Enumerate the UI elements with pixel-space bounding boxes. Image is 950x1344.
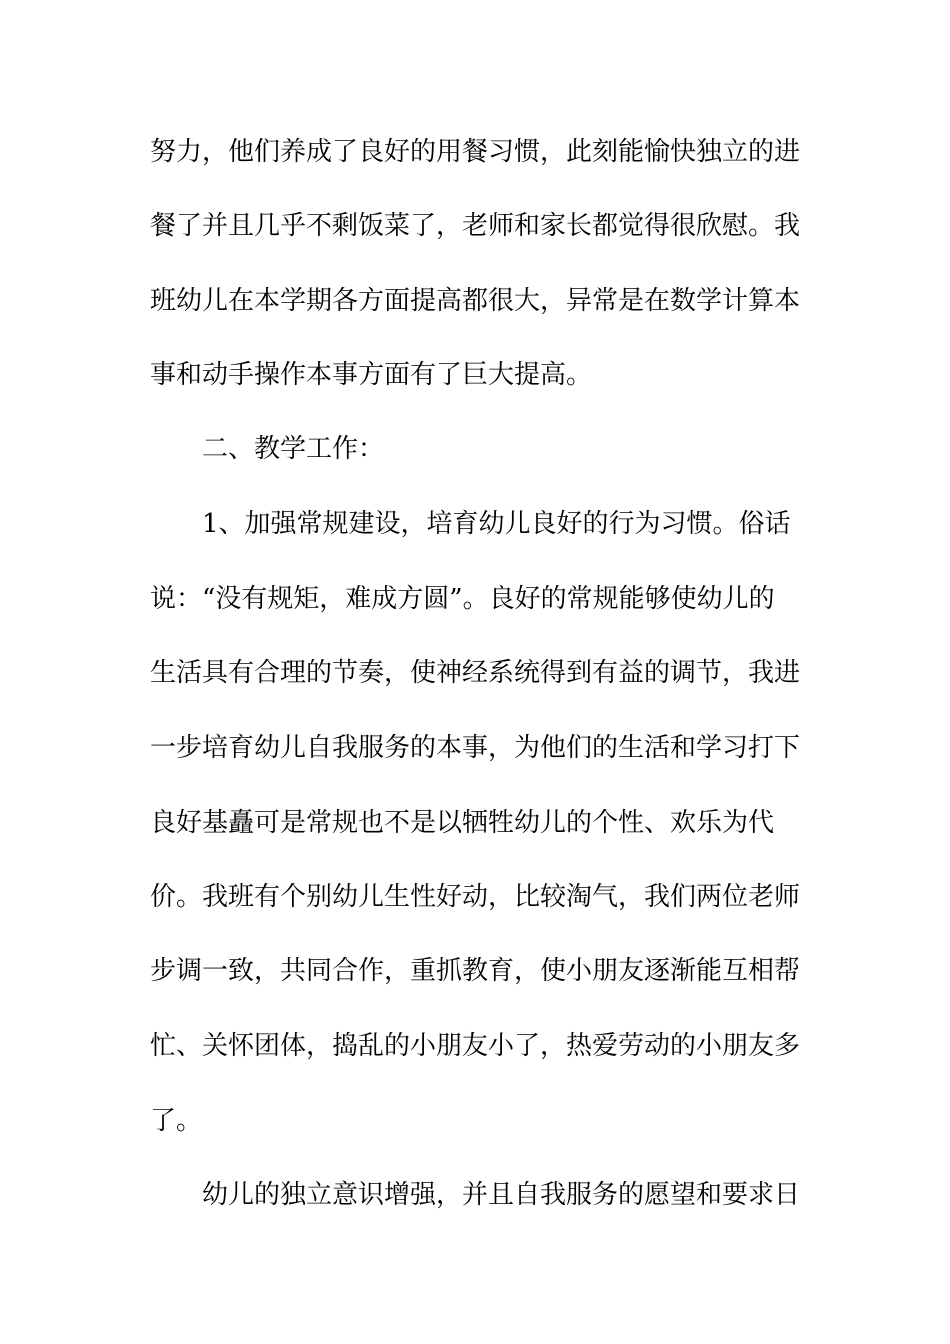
paragraph-line: 忙、关怀团体，捣乱的小朋友小了，热爱劳动的小朋友多	[150, 1031, 801, 1061]
paragraph-line: 一步培育幼儿自我服务的本事，为他们的生活和学习打下	[150, 733, 801, 763]
paragraph-line: 1、加强常规建设，培育幼儿良好的行为习惯。俗话	[202, 509, 791, 539]
paragraph-line: 说：“没有规矩，难成方圆”。良好的常规能够使幼儿的	[150, 584, 775, 614]
paragraph-line: 努力，他们养成了良好的用餐习惯，此刻能愉快独立的进	[150, 137, 801, 167]
paragraph-line: 良好基矗可是常规也不是以牺牲幼儿的个性、欢乐为代	[150, 808, 775, 838]
paragraph-line: 餐了并且几乎不剩饭菜了，老师和家长都觉得很欣慰。我	[150, 211, 801, 241]
paragraph-line: 班幼儿在本学期各方面提高都很大，异常是在数学计算本	[150, 286, 801, 316]
paragraph-line: 价。我班有个别幼儿生性好动，比较淘气，我们两位老师	[150, 882, 801, 912]
section-heading: 二、教学工作：	[202, 434, 385, 464]
paragraph-line: 步调一致，共同合作，重抓教育，使小朋友逐渐能互相帮	[150, 956, 801, 986]
paragraph-line: 生活具有合理的节奏，使神经系统得到有益的调节，我进	[150, 658, 801, 688]
paragraph-line: 事和动手操作本事方面有了巨大提高。	[150, 360, 593, 390]
paragraph-line: 幼儿的独立意识增强，并且自我服务的愿望和要求日	[202, 1180, 801, 1210]
paragraph-line: 了。	[150, 1106, 203, 1136]
